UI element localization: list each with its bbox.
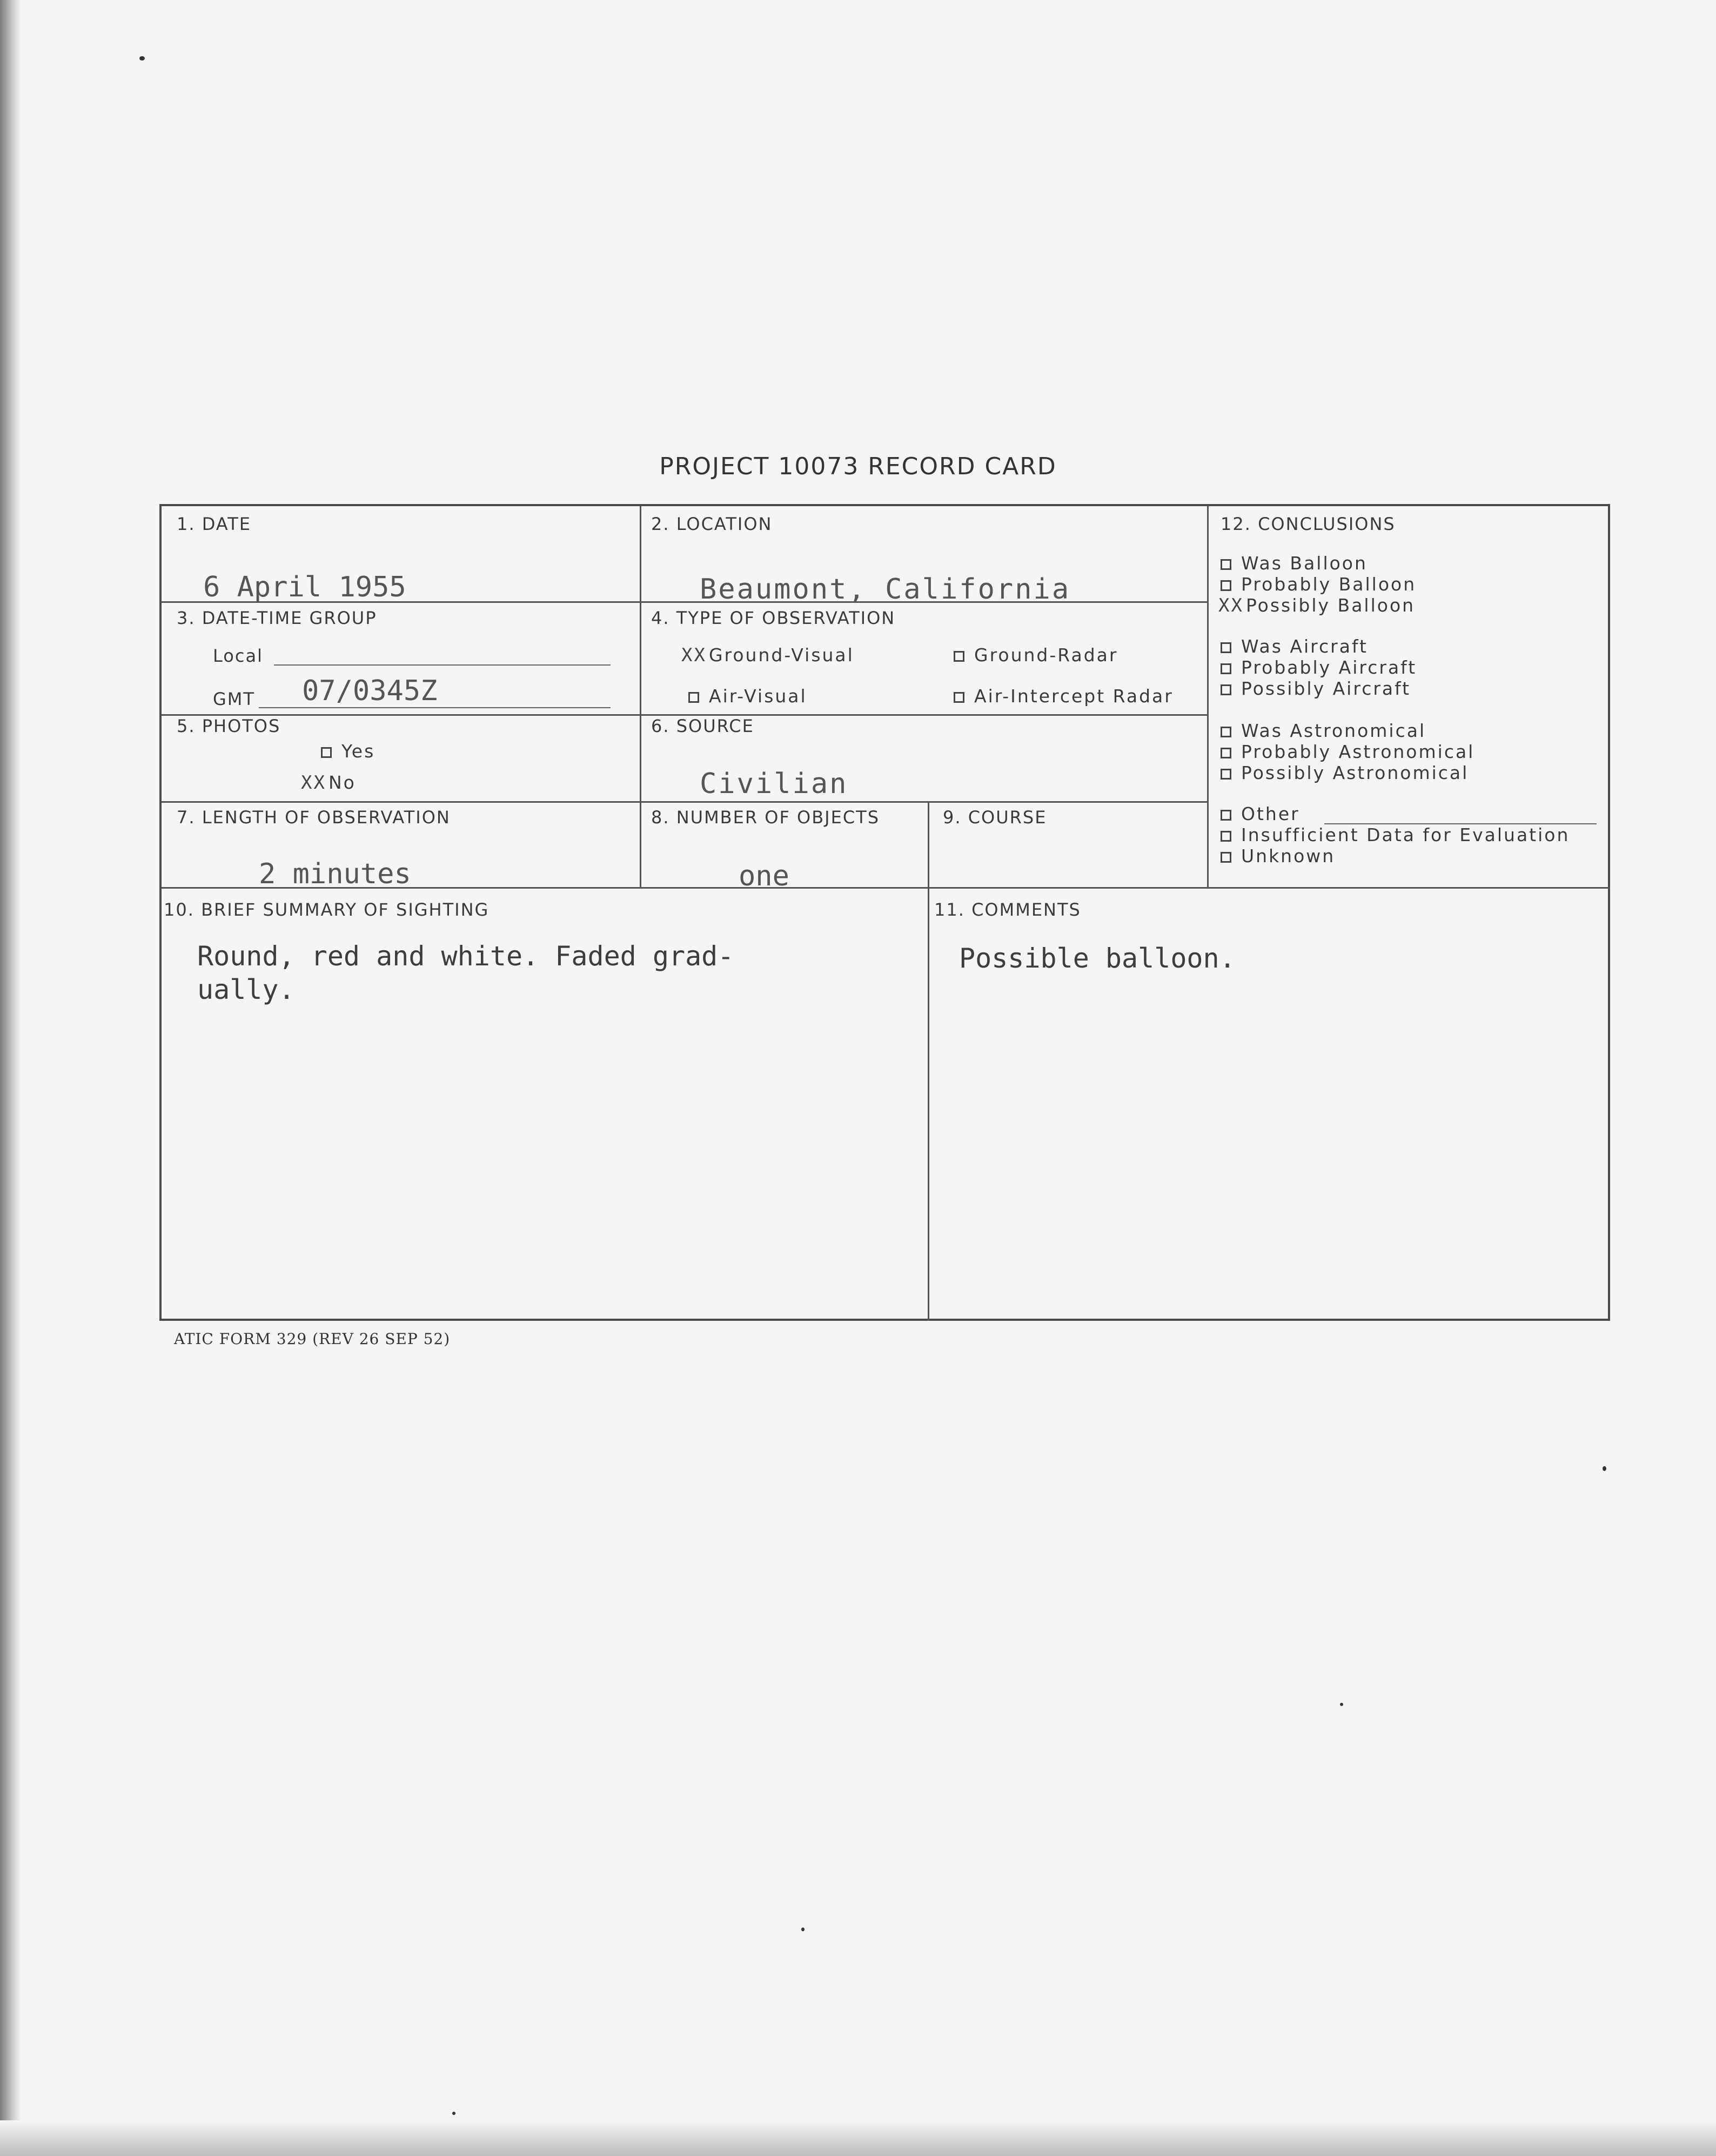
scan-speck <box>1603 1466 1606 1471</box>
scan-edge-bottom <box>0 2120 1716 2156</box>
option-air-visual[interactable] <box>688 686 807 707</box>
checkbox-icon <box>1221 769 1231 780</box>
course-label: 9. COURSE <box>943 807 1047 828</box>
summary-label: 10. BRIEF SUMMARY OF SIGHTING <box>164 899 490 920</box>
option-label: Probably Balloon <box>1241 574 1417 595</box>
option-label: Probably Aircraft <box>1241 657 1417 678</box>
option-air-intercept-radar[interactable] <box>954 686 1174 707</box>
source-value: Civilian <box>700 768 848 800</box>
objects-label: 8. NUMBER OF OBJECTS <box>651 807 880 828</box>
option-label: No <box>328 772 356 793</box>
record-card <box>159 504 1610 1321</box>
option-label: Possibly Aircraft <box>1241 678 1411 699</box>
divider <box>928 801 929 888</box>
option-label: Air-Intercept Radar <box>974 686 1174 707</box>
checkbox-icon <box>1221 727 1231 737</box>
checkmark-x-icon: XX <box>301 772 326 794</box>
gmt-value: 07/0345Z <box>302 675 438 707</box>
checkbox-icon <box>1221 684 1231 695</box>
checkbox-icon <box>1221 663 1231 674</box>
option-label: Other <box>1241 803 1300 824</box>
comments-value: Possible balloon. <box>959 943 1236 974</box>
comments-label: 11. COMMENTS <box>934 899 1081 920</box>
objects-value: one <box>739 860 789 892</box>
checkbox-icon <box>1221 852 1231 863</box>
conclusion-was-balloon[interactable] <box>1221 553 1368 574</box>
checkbox-icon <box>954 692 964 703</box>
divider <box>162 801 1208 803</box>
option-label: Ground-Radar <box>974 644 1118 666</box>
option-label: Unknown <box>1241 845 1336 867</box>
length-label: 7. LENGTH OF OBSERVATION <box>177 807 451 828</box>
option-label: Insufficient Data for Evaluation <box>1241 824 1570 845</box>
conclusion-was-astronomical[interactable] <box>1221 720 1426 741</box>
option-label: Ground-Visual <box>708 644 854 666</box>
checkbox-icon <box>954 651 964 662</box>
length-value: 2 minutes <box>259 858 411 890</box>
location-label: 2. LOCATION <box>651 514 773 534</box>
scan-speck <box>139 56 145 61</box>
photos-label: 5. PHOTOS <box>177 716 281 736</box>
conclusion-possibly-balloon[interactable] <box>1218 595 1415 616</box>
option-label: Was Astronomical <box>1241 720 1426 741</box>
form-footer: ATIC FORM 329 (REV 26 SEP 52) <box>174 1330 451 1348</box>
option-label: Was Aircraft <box>1241 636 1368 657</box>
checkbox-icon <box>1221 748 1231 758</box>
option-ground-visual[interactable] <box>681 644 854 666</box>
gmt-label: GMT <box>213 689 255 709</box>
date-value: 6 April 1955 <box>203 571 406 603</box>
scan-edge-left <box>0 0 22 2156</box>
conclusion-probably-aircraft[interactable] <box>1221 657 1417 678</box>
checkbox-icon <box>321 747 332 758</box>
conclusion-possibly-astronomical[interactable] <box>1221 762 1469 783</box>
conclusion-insufficient-data[interactable] <box>1221 824 1570 845</box>
option-label: Air-Visual <box>709 686 807 707</box>
observation-type-label: 4. TYPE OF OBSERVATION <box>651 608 896 628</box>
conclusion-possibly-aircraft[interactable] <box>1221 678 1411 699</box>
checkbox-icon <box>1221 831 1231 842</box>
option-ground-radar[interactable] <box>954 644 1118 666</box>
divider <box>1207 506 1209 887</box>
conclusion-probably-astronomical[interactable] <box>1221 741 1474 762</box>
checkmark-x-icon: XX <box>1218 595 1244 616</box>
date-label: 1. DATE <box>177 514 251 534</box>
conclusions-label: 12. CONCLUSIONS <box>1221 514 1396 534</box>
local-underline <box>274 664 611 666</box>
option-label: Possibly Astronomical <box>1241 762 1469 783</box>
scan-speck <box>801 1927 805 1931</box>
local-label: Local <box>213 646 263 666</box>
conclusion-unknown[interactable] <box>1221 845 1335 867</box>
gmt-underline <box>259 707 611 708</box>
scan-speck <box>452 2112 455 2115</box>
checkbox-icon <box>1221 559 1231 570</box>
option-label: Yes <box>341 741 376 762</box>
conclusion-was-aircraft[interactable] <box>1221 636 1368 657</box>
source-label: 6. SOURCE <box>651 716 754 736</box>
card-title: PROJECT 10073 RECORD CARD <box>659 453 1057 480</box>
photos-no-option[interactable] <box>301 772 356 794</box>
checkbox-icon <box>1221 580 1231 591</box>
location-value: Beaumont, California <box>700 573 1071 606</box>
divider <box>640 506 641 887</box>
datetime-label: 3. DATE-TIME GROUP <box>177 608 377 628</box>
conclusion-probably-balloon[interactable] <box>1221 574 1416 595</box>
option-label: Possibly Balloon <box>1245 595 1416 616</box>
checkbox-icon <box>1221 642 1231 653</box>
checkbox-icon <box>1221 810 1231 821</box>
option-label: Was Balloon <box>1241 553 1368 574</box>
option-label: Probably Astronomical <box>1241 741 1475 762</box>
checkmark-x-icon: XX <box>681 644 707 666</box>
checkbox-icon <box>688 692 699 703</box>
conclusion-other[interactable] <box>1221 803 1300 824</box>
photos-yes-option[interactable] <box>321 741 375 762</box>
scan-speck <box>1340 1703 1343 1706</box>
summary-value: Round, red and white. Faded grad- ually. <box>197 941 734 1005</box>
